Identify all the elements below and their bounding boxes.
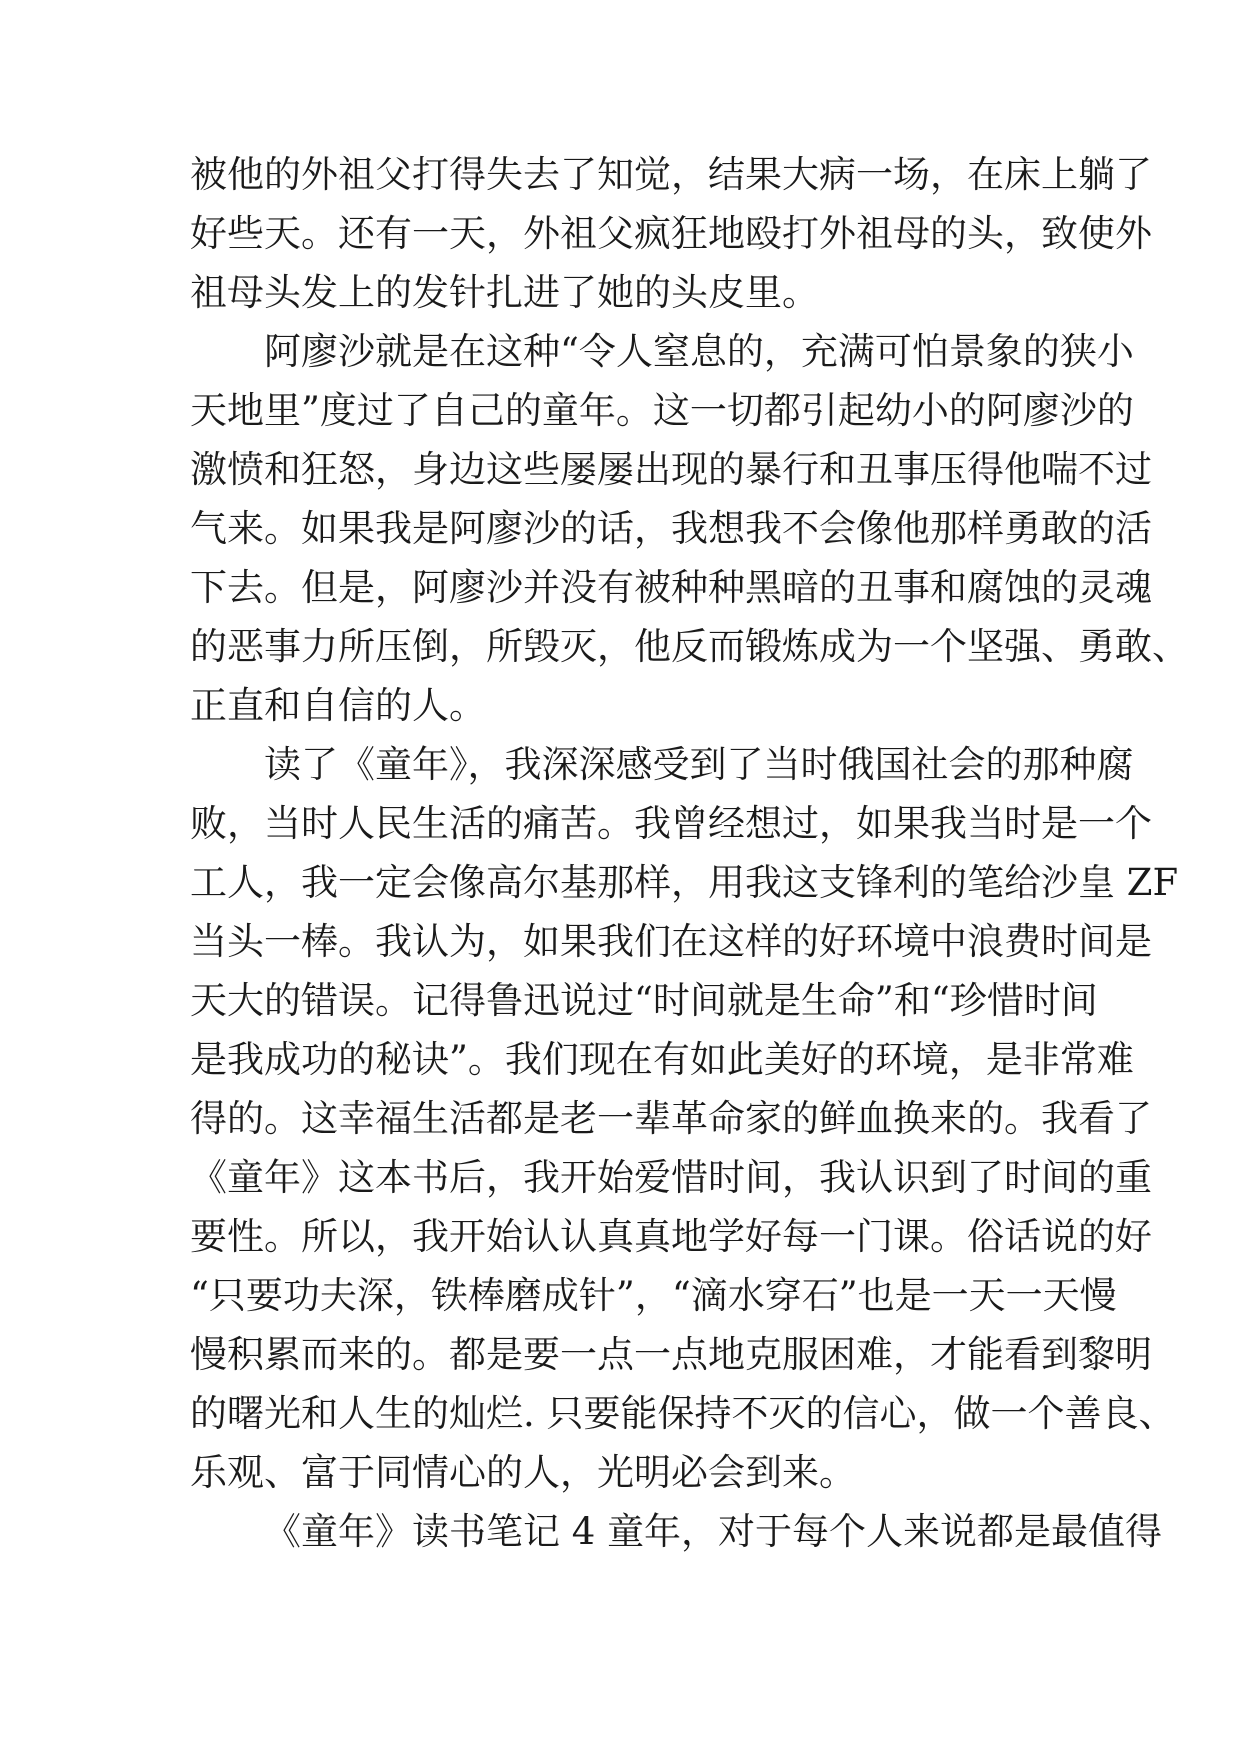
text-line: 《童年》读书笔记 4 童年，对于每个人来说都是最值得 [264, 1510, 1163, 1553]
text-line: 得的。这幸福生活都是老一辈革命家的鲜血换来的。我看了 [190, 1097, 1152, 1140]
text-line: 的恶事力所压倒，所毁灭，他反而锻炼成为一个坚强、勇敢、 [190, 625, 1189, 668]
text-line: 读了《童年》，我深深感受到了当时俄国社会的那种腐 [264, 743, 1134, 786]
text-line: 好些天。还有一天，外祖父疯狂地殴打外祖母的头，致使外 [190, 212, 1152, 255]
text-line: 激愤和狂怒，身边这些屡屡出现的暴行和丑事压得他喘不过 [190, 448, 1152, 491]
text-line: 祖母头发上的发针扎进了她的头皮里。 [190, 271, 819, 314]
text-line: 要性。所以，我开始认认真真地学好每一门课。俗话说的好 [190, 1215, 1152, 1258]
text-line: 慢积累而来的。都是要一点一点地克服困难，才能看到黎明 [190, 1333, 1152, 1376]
text-line: 工人，我一定会像高尔基那样，用我这支锋利的笔给沙皇 ZF [190, 861, 1179, 904]
text-line: “只要功夫深，铁棒磨成针”，“滴水穿石”也是一天一天慢 [190, 1274, 1117, 1317]
text-line: 气来。如果我是阿廖沙的话，我想我不会像他那样勇敢的活 [190, 507, 1152, 550]
text-line: 被他的外祖父打得失去了知觉，结果大病一场，在床上躺了 [190, 153, 1152, 196]
text-line: 当头一棒。我认为，如果我们在这样的好环境中浪费时间是 [190, 920, 1152, 963]
text-line: 的曙光和人生的灿烂. 只要能保持不灭的信心，做一个善良、 [190, 1392, 1176, 1435]
text-line: 阿廖沙就是在这种“令人窒息的，充满可怕景象的狭小 [264, 330, 1134, 373]
body-text [190, 145, 1189, 1561]
text-line: 天地里”度过了自己的童年。这一切都引起幼小的阿廖沙的 [190, 389, 1134, 432]
text-line: 下去。但是，阿廖沙并没有被种种黑暗的丑事和腐蚀的灵魂 [190, 566, 1152, 609]
text-line: 乐观、富于同情心的人，光明必会到来。 [190, 1451, 856, 1494]
text-line: 是我成功的秘诀”。我们现在有如此美好的环境，是非常难 [190, 1038, 1134, 1081]
text-line: 败，当时人民生活的痛苦。我曾经想过，如果我当时是一个 [190, 802, 1152, 845]
text-line: 正直和自信的人。 [190, 684, 486, 727]
text-line: 天大的错误。记得鲁迅说过“时间就是生命”和“珍惜时间 [190, 979, 1098, 1022]
text-line: 《童年》这本书后，我开始爱惜时间，我认识到了时间的重 [190, 1156, 1152, 1199]
